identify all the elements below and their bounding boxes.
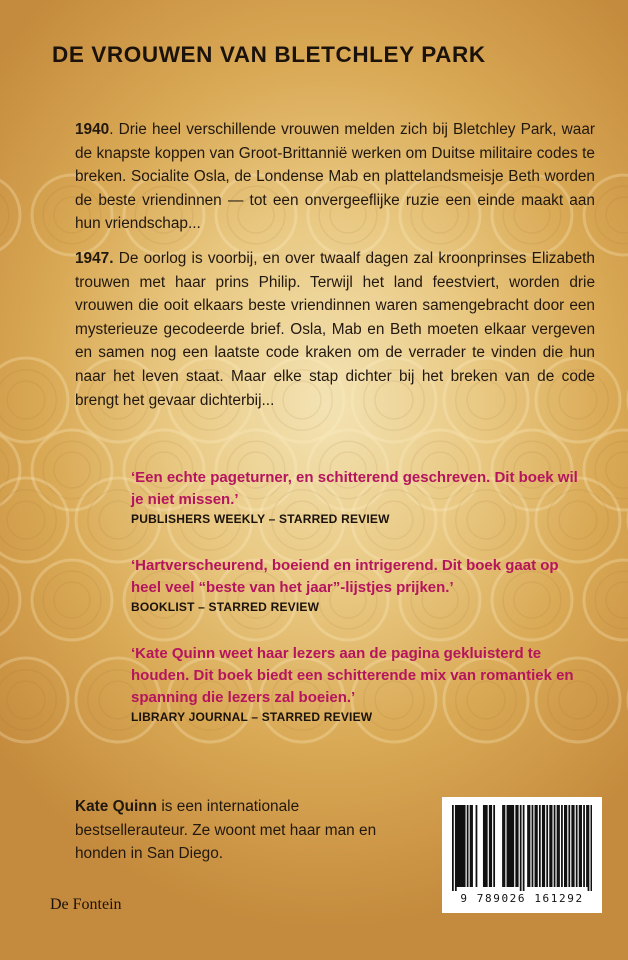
barcode-bar	[551, 805, 553, 887]
review-source: LIBRARY JOURNAL – STARRED REVIEW	[131, 710, 373, 724]
year-1947: 1947.	[75, 250, 114, 267]
dial-ring	[595, 571, 628, 629]
publisher-name: De Fontein	[50, 896, 122, 913]
barcode-bar	[512, 805, 514, 887]
dial-ring	[595, 441, 628, 499]
dial-ring	[54, 582, 90, 618]
barcode-bar	[583, 805, 585, 887]
synopsis-text-1947: De oorlog is voorbij, en over twaalf dagen zal kroonprinses Elizabeth trouwen met haar prins Philip. Terwijl het land feestviert, worden drie vrouwen die ooit elkaars beste vriendinnen waren samengebracht door een mysterieuze gecodeerde brief. Osla, Mab en Beth moeten elkaar vergeven en samen nog een laatste code kraken om de verrader te vinden die hun naar het leven staat. Maar elke stap dichter bij het breken van de code brengt het gevaar dichterbij...	[75, 250, 595, 409]
barcode-bar	[568, 805, 570, 887]
barcode-bar	[573, 805, 575, 887]
synopsis-paragraph-1940	[75, 118, 595, 236]
barcode-bar	[504, 805, 506, 887]
author-name: Kate Quinn	[75, 798, 158, 815]
review-quote-booklist	[131, 555, 591, 614]
review-quote-library-journal	[131, 643, 591, 724]
barcode-bar	[532, 805, 534, 887]
dial-ring	[43, 571, 101, 629]
barcode-bar	[486, 805, 488, 887]
review-text: ‘Hartverscheurend, boeiend en intrigerend. Dit boek gaat op heel veel “beste van het jaar”-lijstjes prijken.’	[131, 557, 559, 596]
dial-ring	[0, 370, 56, 430]
barcode-bar	[467, 805, 469, 887]
book-title: DE VROUWEN VAN BLETCHLEY PARK	[52, 42, 486, 67]
barcode-bar	[546, 805, 548, 887]
dial-ring	[595, 186, 628, 244]
author-bio	[75, 795, 415, 866]
dial-ring	[0, 560, 20, 640]
barcode-bar	[536, 805, 538, 887]
review-quote-publishers-weekly	[131, 467, 591, 526]
barcode-bar	[561, 805, 563, 887]
dial-ring	[0, 441, 9, 499]
dial-ring	[32, 430, 112, 510]
dial-ring	[54, 452, 90, 488]
dial-ring	[43, 441, 101, 499]
synopsis-paragraph-1947	[75, 247, 595, 412]
barcode-bar	[554, 805, 556, 887]
author-bio-text: is een internationale bestsellerauteur. Ze woont met haar man en honden in San Diego.	[75, 798, 377, 863]
synopsis-text-1940: . Drie heel verschillende vrouwen melden zich bij Bletchley Park, waar de knapste koppen van Groot-Brittannië werken om Duitse militaire codes te breken. Socialite Osla, de Londense Mab en plattelandsmeisje Beth worden de beste vriendinnen — tot een onvergeeflijke ruzie een einde maakt aan hun vriendschap...	[75, 121, 595, 233]
dial-ring	[606, 452, 628, 488]
barcode-bar	[580, 805, 582, 887]
barcode-bar	[529, 805, 531, 887]
barcode-bar	[523, 805, 525, 891]
dial-ring	[7, 381, 45, 419]
year-1940: 1940	[75, 121, 110, 138]
review-source: BOOKLIST – STARRED REVIEW	[131, 600, 320, 614]
barcode-bar	[476, 805, 478, 887]
dial-ring	[0, 670, 56, 730]
dial-ring	[606, 197, 628, 233]
barcode-bar	[558, 805, 560, 887]
barcode-bar	[588, 805, 590, 891]
isbn-barcode	[442, 797, 602, 913]
barcode-bars	[452, 805, 592, 891]
barcode-bar	[493, 805, 495, 887]
barcode-bar	[471, 805, 473, 887]
review-source: PUBLISHERS WEEKLY – STARRED REVIEW	[131, 512, 390, 526]
barcode-bar	[543, 805, 545, 887]
dial-ring	[0, 175, 20, 255]
barcode-bar	[539, 805, 541, 887]
barcode-bar	[464, 805, 466, 887]
review-text: ‘Kate Quinn weet haar lezers aan de pagina gekluisterd te houden. Dit boek biedt een schitterende mix van romantiek en spanning die lezers zal boeien.’	[131, 645, 574, 706]
dial-ring	[7, 681, 45, 719]
isbn-number: 9 789026 161292	[460, 892, 584, 905]
barcode-bar	[565, 805, 567, 887]
dial-ring	[606, 582, 628, 618]
barcode-bar	[490, 805, 492, 887]
dial-ring	[0, 571, 9, 629]
barcode-bar	[576, 805, 578, 887]
dial-ring	[7, 501, 45, 539]
review-text: ‘Een echte pageturner, en schitterend geschreven. Dit boek wil je niet missen.’	[131, 469, 578, 508]
barcode-bar	[452, 805, 454, 891]
barcode-bar	[517, 805, 519, 887]
barcode-bar	[591, 805, 592, 891]
dial-ring	[0, 186, 9, 244]
dial-ring	[32, 560, 112, 640]
barcode-bar	[520, 805, 522, 891]
